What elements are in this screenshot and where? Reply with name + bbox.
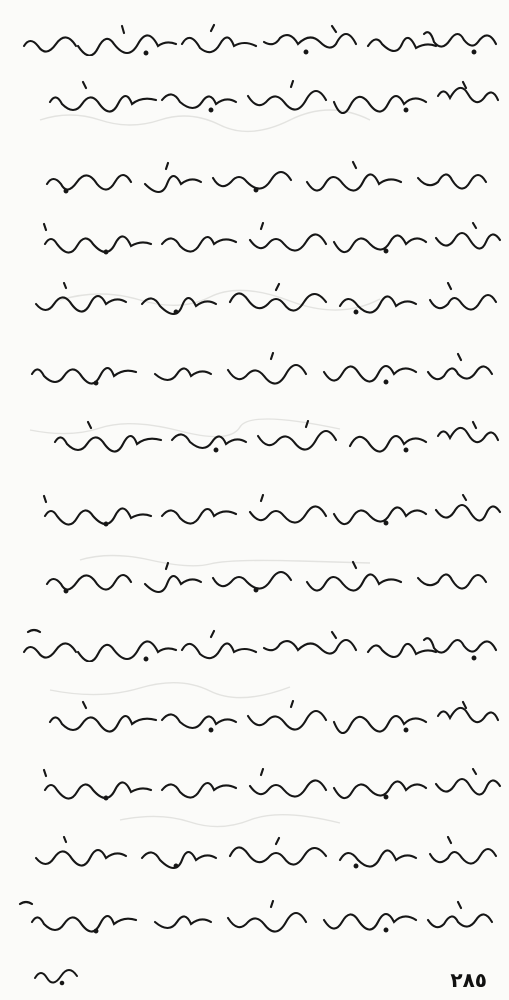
manuscript-line-10	[6, 628, 503, 662]
manuscript-line-4	[6, 222, 503, 256]
manuscript-line-8	[6, 494, 503, 528]
manuscript-line-12	[6, 768, 503, 802]
manuscript-line-1	[6, 22, 503, 56]
page-number: ٢٨٥	[450, 968, 487, 992]
manuscript-line-3	[6, 160, 503, 194]
manuscript-line-14	[6, 900, 503, 934]
catchword	[22, 958, 82, 988]
manuscript-line-2	[6, 80, 503, 114]
manuscript-line-7	[6, 420, 503, 454]
manuscript-line-6	[6, 352, 503, 386]
manuscript-line-13	[6, 836, 503, 870]
manuscript-line-9	[6, 560, 503, 594]
manuscript-line-11	[6, 700, 503, 734]
manuscript-line-5	[6, 282, 503, 316]
